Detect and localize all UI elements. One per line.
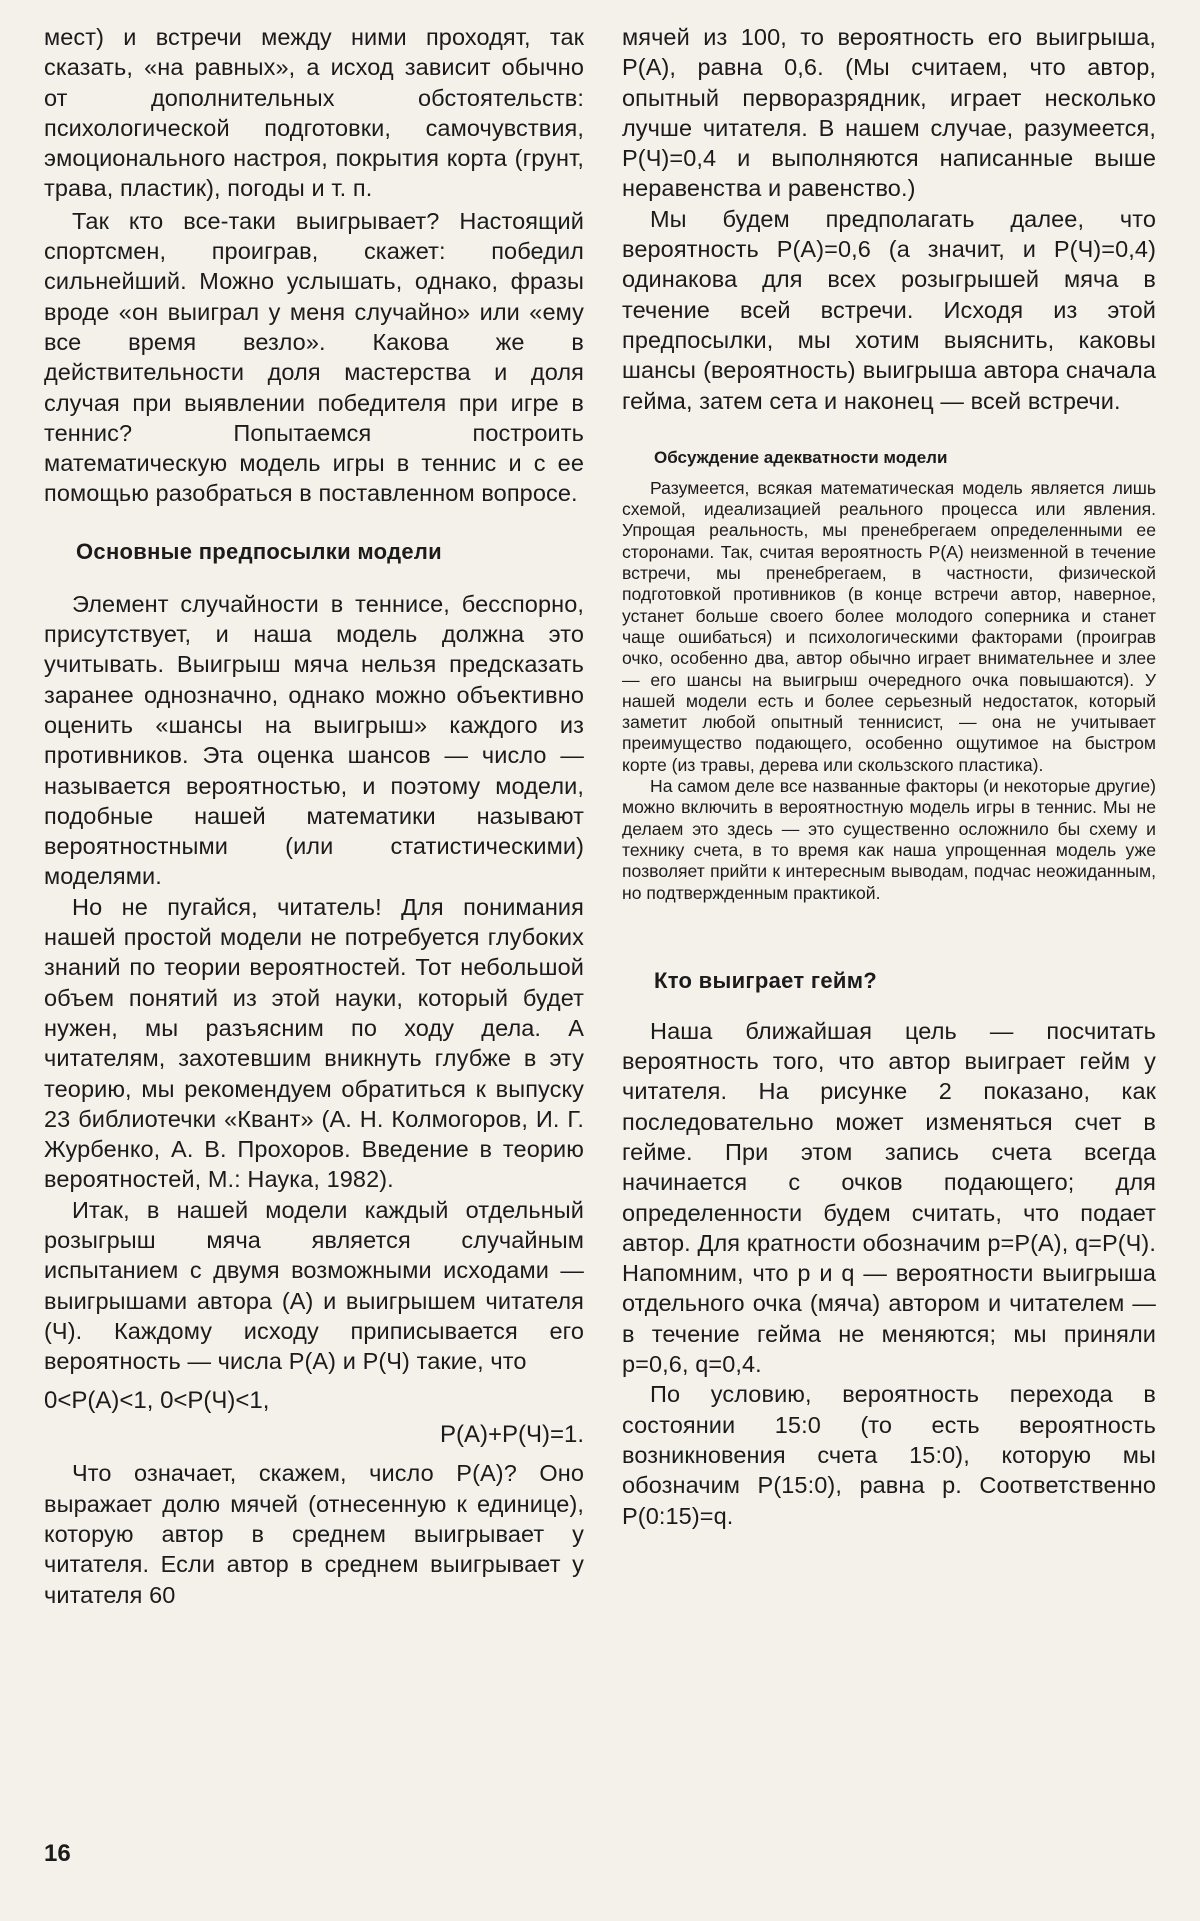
left-paragraph-2: Так кто все-таки выигрывает? Настоящий спортсмен, проиграв, скажет: победил сильнейший. Можно услышать, однако, фразы вроде «он выиграл у меня случайно» или «ему все время везло». Какова же в действительности доля мастерства и доля случая при выявлении победителя при игре в теннис? Попытаемся построить математическую модель игры в теннис и с ее помощью разобраться в поставленном вопросе. [44,207,584,507]
right-paragraph-3: Наша ближайшая цель — посчитать вероятность того, что автор выиграет гейм у читателя. На рисунке 2 показано, как последовательно может изменяться счет в гейме. При этом запись счета всегда начинается с очков подающего; для определенности будем считать, что подает автор. Для кратности обозначим p=P(А), q=P(Ч). Напомним, что p и q — вероятности выигрыша отдельного очка (мяча) автором и читателем — в течение гейма не меняются; мы приняли p=0,6, q=0,4. [622,1017,1156,1378]
left-paragraph-4: Но не пугайся, читатель! Для понимания нашей простой модели не потребуется глубоких знаний по теории вероятностей. Тот небольшой объем понятий из этой науки, который будет нужен, мы разъясним по ходу дела. А читателям, захотевшим вникнуть глубже в эту теорию, мы рекомендуем обратиться к выпуску 23 библиотечки «Квант» (А. Н. Колмогоров, И. Г. Журбенко, А. В. Прохоров. Введение в теорию вероятностей, М.: Наука, 1982). [44,893,584,1193]
sidebar-paragraph-1: Разумеется, всякая математическая модель является лишь схемой, идеализацией реального процесса или явления. Упрощая реальность, мы пренебрегаем определенными ее сторонами. Так, считая вероятность P(А) неизменной в течение встречи, мы пренебрегаем, в частности, физической подготовкой противников (в конце встречи автор, наверное, устанет больше своего более молодого соперника и станет чаще ошибаться) и психологическими факторами (проиграв очко, особенно два, автор обычно играет внимательнее и злее — его шансы на выигрыш очередного очка повышаются). У нашей модели есть и более серьезный недостаток, который заметит любой опытный теннисист, — она не учитывает преимущество подающего, особенно ощутимое на быстром корте (из травы, дерева или скользского пластика). [622,477,1156,775]
section-heading-game: Кто выиграет гейм? [654,967,878,993]
formula-line-1: 0<P(А)<1, 0<P(Ч)<1, [44,1387,270,1415]
right-paragraph-1: мячей из 100, то вероятность его выигрыша, P(А), равна 0,6. (Мы считаем, что автор, опытный перворазрядник, играет несколько лучше читателя. В нашем случае, разумеется, P(Ч)=0,4 и выполняются написанные выше неравенства и равенство.) [622,24,1156,202]
inequality-formula [44,1384,584,1452]
formula-line-2: P(А)+P(Ч)=1. [439,1421,584,1449]
left-paragraph-5: Итак, в нашей модели каждый отдельный розыгрыш мяча является случайным испытанием с двумя возможными исходами — выигрышами автора (А) и выигрышем читателя (Ч). Каждому исходу приписывается его вероятность — числа P(А) и P(Ч) такие, что [44,1196,584,1375]
page-number: 16 [44,1840,71,1867]
right-column [622,22,1156,1531]
left-paragraph-1: мест) и встречи между ними проходят, так сказать, «на равных», а исход зависит обычно от дополнительных обстоятельств: психологической подготовки, самочувствия, эмоционального настроя, покрытия корта (грунт, трава, пластик), погоды и т. п. [44,24,584,202]
left-paragraph-6: Что означает, скажем, число P(А)? Оно выражает долю мячей (отнесенную к единице), которую автор в среднем выигрывает у читателя. Если автор в среднем выигрывает у читателя 60 [44,1460,584,1608]
section-heading-premises: Основные предпосылки модели [76,538,442,564]
sidebar-paragraph-2: На самом деле все названные факторы (и некоторые другие) можно включить в вероятностную модель игры в теннис. Мы не делаем это здесь — это существенно осложнило бы схему и технику счета, в то время как наша упрощенная модель уже позволяет прийти к интересным выводам, подчас неожиданным, но подтвержденным практикой. [622,776,1156,903]
adequacy-sidebar [622,448,1156,904]
left-column [44,22,584,1610]
left-paragraph-3: Элемент случайности в теннисе, бесспорно, присутствует, и наша модель должна это учитывать. Выигрыш мяча нельзя предсказать заранее однозначно, однако можно объективно оценить «шансы на выигрыш» каждого из противников. Эта оценка шансов — число — называется вероятностью, и поэтому модели, подобные нашей математики называют вероятностными (или статистическими) моделями. [44,590,584,890]
spacer [622,904,1156,968]
sidebar-heading: Обсуждение адекватности модели [654,447,948,467]
right-paragraph-4: По условию, вероятность перехода в состоянии 15:0 (то есть вероятность возникновения счета 15:0), которую мы обозначим P(15:0), равна p. Соответственно P(0:15)=q. [622,1381,1156,1529]
right-paragraph-2: Мы будем предполагать далее, что вероятность P(А)=0,6 (а значит, и P(Ч)=0,4) одинакова для всех розыгрышей мяча в течение всей встречи. Исходя из этой предпосылки, мы хотим выяснить, каковы шансы (вероятность) выигрыша автора сначала гейма, затем сета и наконец — всей встречи. [622,205,1156,414]
